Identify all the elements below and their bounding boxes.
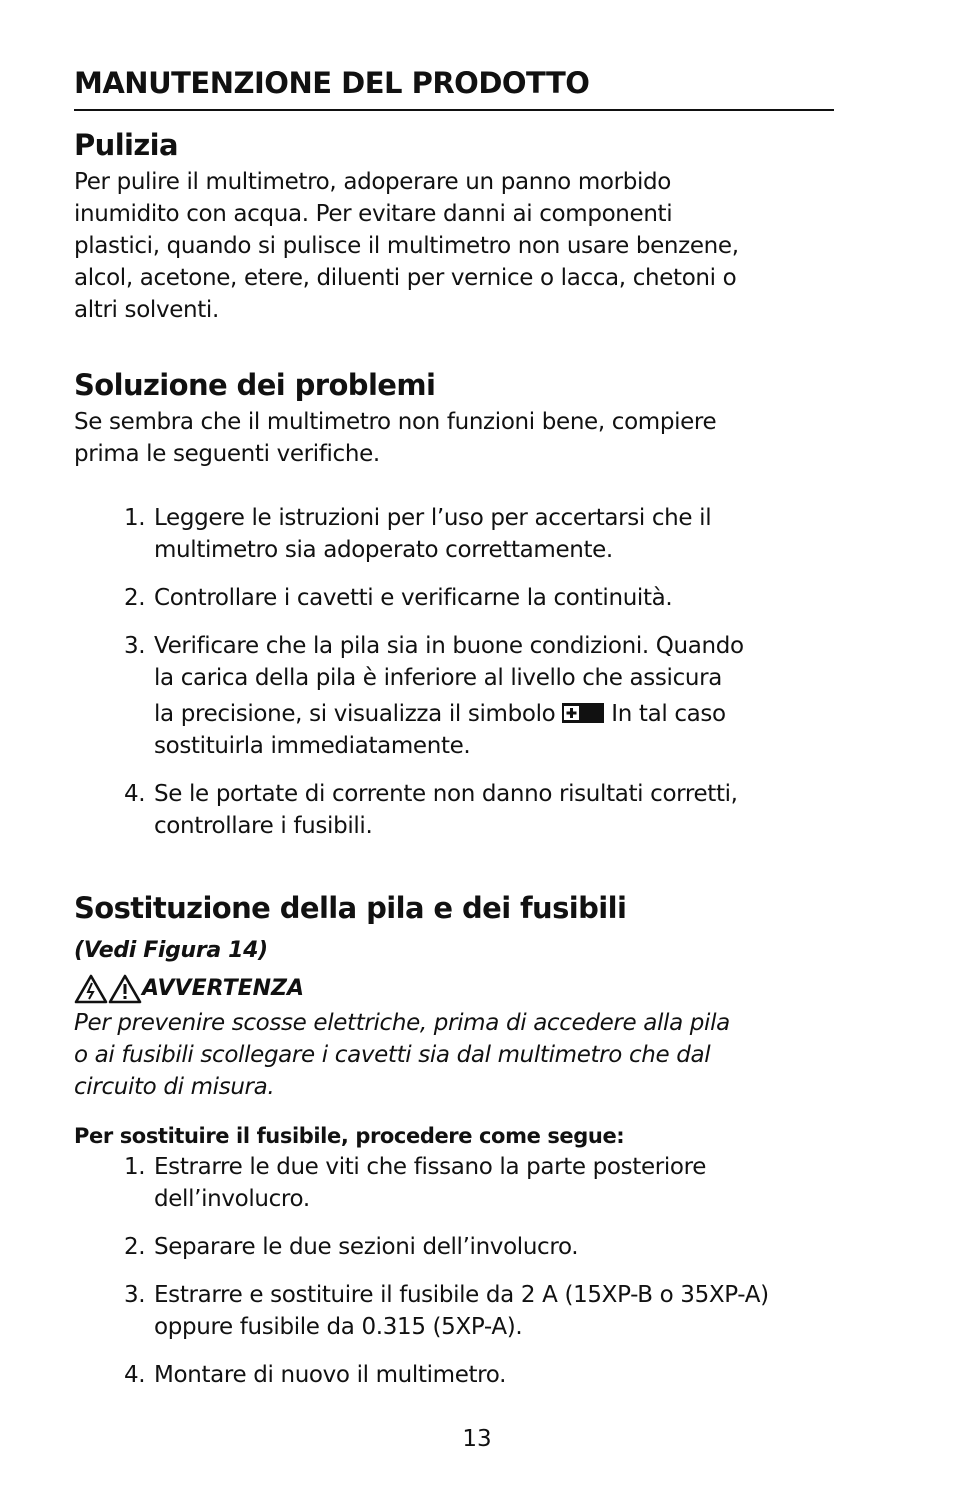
list-text: multimetro sia adoperato correttamente. xyxy=(154,537,613,563)
text-line: alcol, acetone, etere, diluenti per vernice o lacca, chetoni o xyxy=(74,265,737,291)
list-text: controllare i fusibili. xyxy=(154,813,373,839)
list-text: la carica della pila è inferiore al livello che assicura xyxy=(154,665,722,691)
warning-text xyxy=(74,1007,730,1103)
troubleshooting-heading: Soluzione dei problemi xyxy=(74,368,436,402)
text-line: plastici, quando si pulisce il multimetro non usare benzene, xyxy=(74,233,739,259)
caution-warning-icon xyxy=(108,974,142,1004)
list-number: 1. xyxy=(124,505,146,531)
list-number: 1. xyxy=(124,1154,146,1180)
list-text: dell’involucro. xyxy=(154,1186,310,1212)
text-line: Per prevenire scosse elettriche, prima di accedere alla pila xyxy=(74,1010,730,1036)
cleaning-heading: Pulizia xyxy=(74,128,178,162)
list-number: 4. xyxy=(124,1362,146,1388)
replacement-heading: Sostituzione della pila e dei fusibili xyxy=(74,891,627,925)
list-text: oppure fusibile da 0.315 (5XP-A). xyxy=(154,1314,523,1340)
title-divider xyxy=(74,109,834,111)
text-line: prima le seguenti verifiche. xyxy=(74,441,380,467)
list-text: Leggere le istruzioni per l’uso per accertarsi che il xyxy=(154,505,712,531)
list-text-with-icon xyxy=(154,698,726,730)
text-line: inumidito con acqua. Per evitare danni ai componenti xyxy=(74,201,673,227)
list-text: Separare le due sezioni dell’involucro. xyxy=(154,1234,579,1260)
text-line: altri solventi. xyxy=(74,297,219,323)
list-number: 4. xyxy=(124,781,146,807)
cleaning-paragraph xyxy=(74,166,739,326)
list-number: 2. xyxy=(124,585,146,611)
text-line: Per pulire il multimetro, adoperare un panno morbido xyxy=(74,169,671,195)
text-line: circuito di misura. xyxy=(74,1074,275,1100)
warning-header xyxy=(74,973,304,1005)
list-text: Estrarre e sostituire il fusibile da 2 A (15XP-B o 35XP-A) xyxy=(154,1282,769,1308)
page-title: MANUTENZIONE DEL PRODOTTO xyxy=(74,66,590,100)
list-number: 3. xyxy=(124,1282,146,1308)
troubleshooting-intro xyxy=(74,406,716,470)
list-text: Se le portate di corrente non danno risultati corretti, xyxy=(154,781,738,807)
list-text: In tal caso xyxy=(611,701,726,727)
list-number: 3. xyxy=(124,633,146,659)
page-number: 13 xyxy=(462,1426,492,1452)
list-number: 2. xyxy=(124,1234,146,1260)
list-text: Verificare che la pila sia in buone condizioni. Quando xyxy=(154,633,744,659)
list-text: Controllare i cavetti e verificarne la continuità. xyxy=(154,585,673,611)
electric-shock-warning-icon xyxy=(74,974,108,1004)
battery-icon xyxy=(562,703,604,723)
list-text: Estrarre le due viti che fissano la parte posteriore xyxy=(154,1154,707,1180)
list-text: la precisione, si visualizza il simbolo xyxy=(154,701,556,727)
text-line: Se sembra che il multimetro non funzioni bene, compiere xyxy=(74,409,717,435)
figure-reference: (Vedi Figura 14) xyxy=(74,938,268,963)
text-line: o ai fusibili scollegare i cavetti sia dal multimetro che dal xyxy=(74,1042,711,1068)
list-text: Montare di nuovo il multimetro. xyxy=(154,1362,507,1388)
warning-label: AVVERTENZA xyxy=(142,976,304,1001)
procedure-title: Per sostituire il fusibile, procedere come segue: xyxy=(74,1124,625,1148)
list-text: sostituirla immediatamente. xyxy=(154,733,471,759)
